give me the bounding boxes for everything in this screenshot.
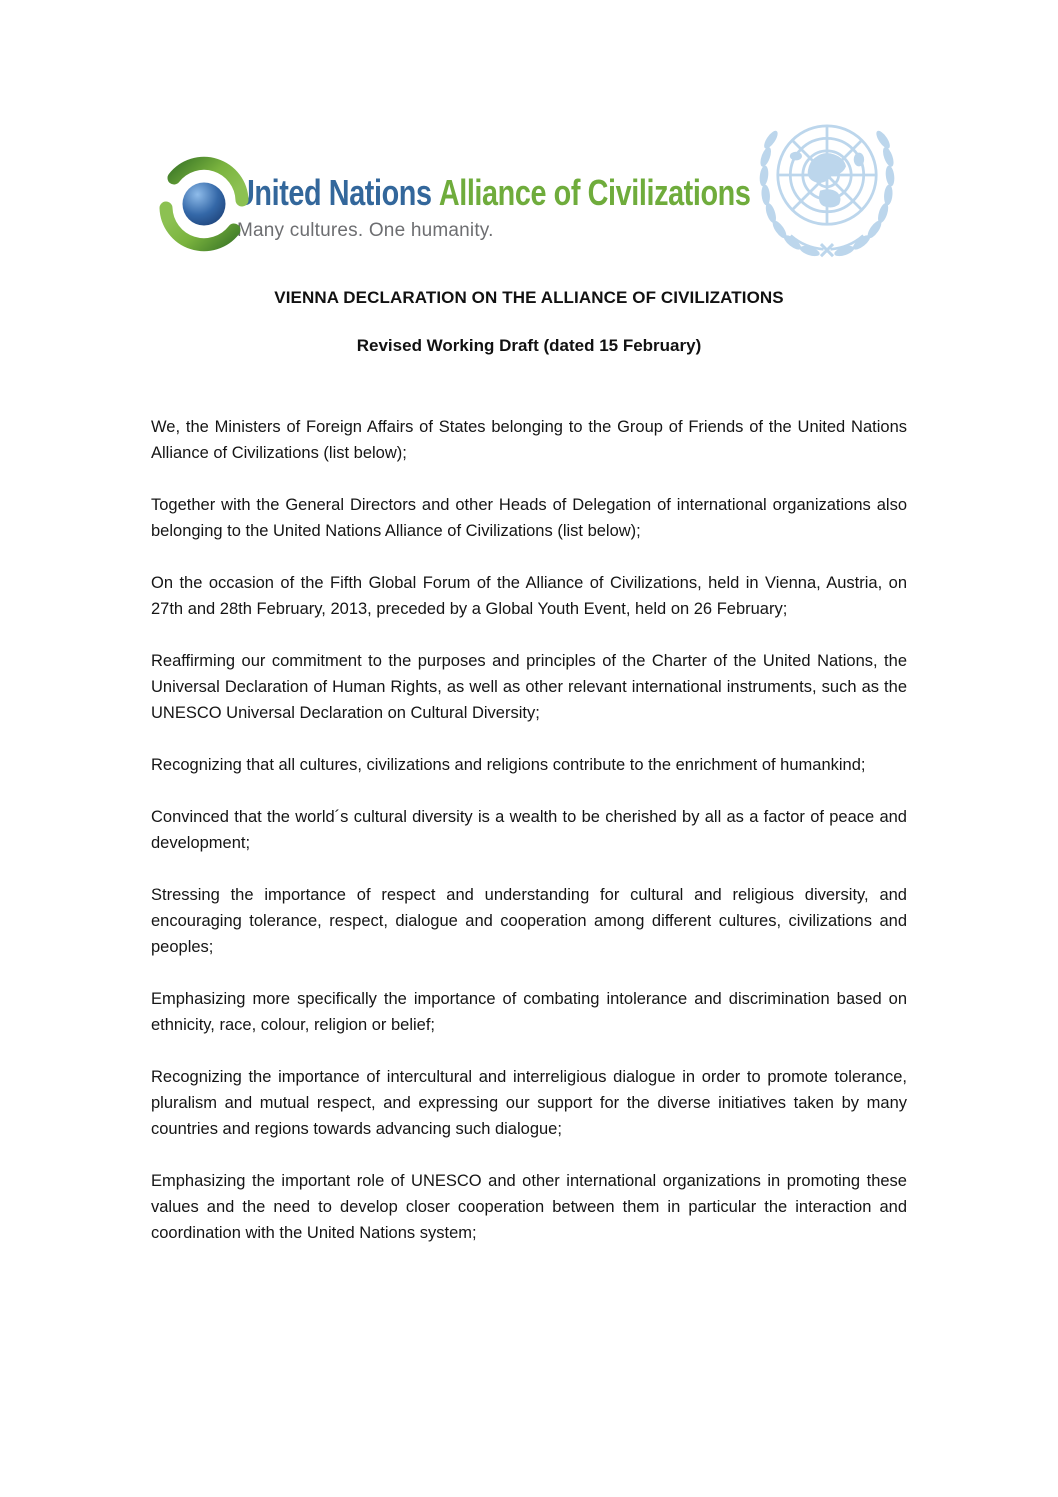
logo-wordmark-united-nations: United Nations bbox=[234, 172, 432, 213]
document-title: VIENNA DECLARATION ON THE ALLIANCE OF CIVILIZATIONS bbox=[274, 288, 784, 307]
logo-tagline: Many cultures. One humanity. bbox=[237, 220, 494, 241]
paragraph-emphasizing-intolerance: Emphasizing more specifically the importance of combating intolerance and discrimination based on ethnicity, race, colour, religion or belief; bbox=[151, 990, 907, 1034]
paragraph-convinced: Convinced that the world´s cultural diversity is a wealth to be cherished by all as a factor of peace and development; bbox=[151, 808, 907, 852]
paragraph-recognizing-cultures: Recognizing that all cultures, civilizations and religions contribute to the enrichment of humankind; bbox=[151, 756, 866, 774]
paragraph-reaffirming: Reaffirming our commitment to the purposes and principles of the Charter of the United Nations, the Universal Declaration of Human Rights, as well as other relevant international instruments, such as the UNESCO Universal Declaration on Cultural Diversity; bbox=[151, 652, 907, 722]
logo-wordmark bbox=[234, 172, 750, 214]
paragraph-stressing: Stressing the importance of respect and understanding for cultural and religious diversity, and encouraging tolerance, respect, dialogue and cooperation among different cultures, civilizations and peoples; bbox=[151, 886, 907, 956]
paragraph-preamble-ministers: We, the Ministers of Foreign Affairs of States belonging to the Group of Friends of the United Nations Alliance of Civilizations (list below); bbox=[151, 418, 907, 462]
paragraph-emphasizing-unesco: Emphasizing the important role of UNESCO and other international organizations in promoting these values and the need to develop closer cooperation between them in particular the interaction and coordination with the United Nations system; bbox=[151, 1172, 907, 1242]
logo-wordmark-alliance-of-civilizations: Alliance of Civilizations bbox=[438, 172, 751, 213]
document-subtitle: Revised Working Draft (dated 15 February) bbox=[356, 336, 702, 355]
document-body bbox=[151, 414, 907, 1272]
un-globe-wreath-emblem-icon bbox=[738, 106, 916, 270]
paragraph-recognizing-dialogue: Recognizing the importance of intercultural and interreligious dialogue in order to promote tolerance, pluralism and mutual respect, and expressing our support for the diverse initiatives taken by many countries and regions towards advancing such dialogue; bbox=[151, 1068, 907, 1138]
paragraph-on-the-occasion: On the occasion of the Fifth Global Forum of the Alliance of Civilizations, held in Vienna, Austria, on 27th and 28th February, 2013, preceded by a Global Youth Event, held on 26 February; bbox=[151, 574, 907, 618]
document-header bbox=[150, 120, 912, 270]
paragraph-together-with: Together with the General Directors and other Heads of Delegation of international organizations also belonging to the United Nations Alliance of Civilizations (list below); bbox=[151, 496, 907, 540]
unaoc-swirl-globe-icon bbox=[150, 154, 258, 254]
